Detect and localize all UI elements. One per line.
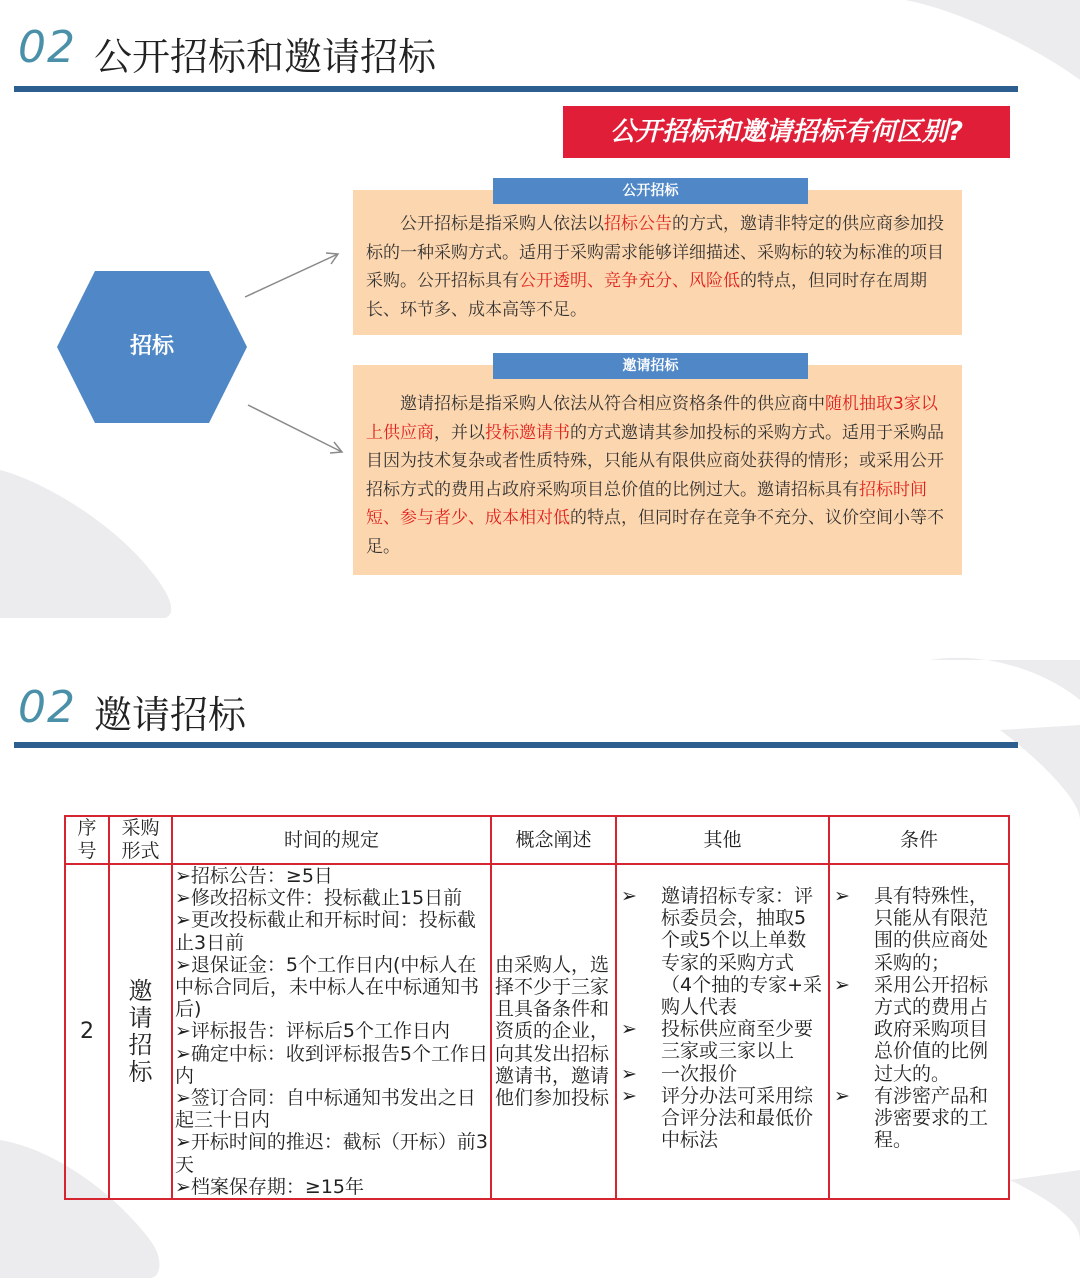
list-item-text: 邀请招标专家：评标委员会，抽取5个或5个以上单数专家的采购方式（4个抽的专家+采购人代表 <box>661 885 823 1019</box>
arrow-bullet-icon: ➢ <box>621 1062 637 1085</box>
list-item-text: 投标供应商至少要三家或三家以上 <box>661 1018 814 1063</box>
header-seq: 序号 <box>65 816 109 864</box>
hexagon-label: 招标 <box>129 334 174 359</box>
list-item-text: 一次报价 <box>661 1062 738 1085</box>
arrow-bullet-icon: ➢ <box>621 1084 637 1107</box>
invite-tender-tag: 邀请招标 <box>493 353 808 379</box>
body-text: 邀请招标是指采购人依法从符合相应资格条件的供应商中 <box>400 394 825 414</box>
question-banner: 公开招标和邀请招标有何区别? <box>563 106 1010 158</box>
cell-time <box>172 864 491 1199</box>
highlight-text: 投标邀请书 <box>485 422 570 443</box>
header-concept: 概念阐述 <box>491 816 616 864</box>
time-rule-item: ➢确定中标：收到评标报告5个工作日内 <box>175 1042 489 1087</box>
list-item-text: 评分办法可采用综合评分法和最低价中标法 <box>661 1084 814 1152</box>
list-item-text: 具有特殊性，只能从有限范围的供应商处采购的； <box>874 885 989 974</box>
body-text: ，并以 <box>434 422 485 443</box>
time-rule-item: ➢更改投标截止和开标时间：投标截止3日前 <box>175 909 476 954</box>
arrow-bullet-icon: ➢ <box>621 1018 637 1041</box>
invite-tender-box <box>353 365 962 575</box>
invite-tender-text <box>366 390 948 562</box>
list-item <box>617 1085 824 1152</box>
table-row <box>65 864 1009 1199</box>
list-item <box>617 1018 824 1062</box>
cell-form: 邀请招标 <box>109 864 172 1199</box>
title-divider <box>14 86 1018 92</box>
arrow-bullet-icon: ➢ <box>834 885 850 907</box>
highlight-text: 公开透明、竞争充分、风险低 <box>519 271 740 292</box>
body-text: 的特点，但同时存在周期长、环节多、成本高等不足。 <box>366 271 927 320</box>
section-number: 02 <box>18 22 76 73</box>
time-rule-item: ➢评标报告：评标后5个工作日内 <box>175 1020 451 1043</box>
open-tender-box <box>353 190 962 335</box>
time-rule-item: ➢档案保存期：≥15年 <box>175 1175 365 1198</box>
cell-other <box>616 864 829 1199</box>
list-item <box>830 974 998 1085</box>
highlight-text: 招标公告 <box>604 214 672 234</box>
cell-condition <box>829 864 1009 1199</box>
arrow-bullet-icon: ➢ <box>621 885 637 907</box>
title-divider-2 <box>14 742 1018 748</box>
highlight-text: 招标时间短、参与者少、成本相对低 <box>366 479 927 529</box>
highlight-text: 随机抽取3家以上供应商 <box>366 394 938 443</box>
cell-seq: 2 <box>65 864 109 1199</box>
list-item-text: 采用公开招标方式的费用占政府采购项目总价值的比例过大的。 <box>874 973 989 1085</box>
body-text: 的方式，邀请非特定的供应商参加投标的一种采购方式。适用于采购需求能够详细描述、采购标的较为标准的项目采购。公开招标具有 <box>366 214 944 292</box>
body-text: 的特点，但同时存在竞争不充分、议价空间小等不足。 <box>366 508 944 557</box>
list-item <box>830 1085 998 1152</box>
cell-concept: 由采购人，选择不少于三家且具备条件和资质的企业，向其发出招标邀请书，邀请他们参加投标 <box>491 864 616 1199</box>
list-item <box>617 1063 824 1085</box>
time-rule-item: ➢招标公告：≥5日 <box>175 865 333 887</box>
open-tender-tag: 公开招标 <box>493 178 808 204</box>
page-title-2: 邀请招标 <box>94 693 247 737</box>
header-time: 时间的规定 <box>172 816 491 864</box>
header-condition: 条件 <box>829 816 1009 864</box>
list-item <box>617 885 824 1018</box>
table-header-row <box>65 816 1009 864</box>
list-item <box>830 885 998 974</box>
section-number-2: 02 <box>18 682 76 733</box>
time-rule-item: ➢开标时间的推迟：截标（开标）前3天 <box>175 1131 489 1176</box>
time-rule-item: ➢修改招标文件：投标截止15日前 <box>175 887 463 910</box>
header-other: 其他 <box>616 816 829 864</box>
arrow-bullet-icon: ➢ <box>834 1084 850 1107</box>
time-rule-item: ➢签订合同：自中标通知书发出之日起三十日内 <box>175 1087 476 1132</box>
header-form: 采购形式 <box>109 816 172 864</box>
time-rule-item: ➢退保证金：5个工作日内(中标人在中标合同后，未中标人在中标通知书后) <box>175 953 480 1021</box>
arrow-bullet-icon: ➢ <box>834 973 850 996</box>
open-tender-text <box>366 210 948 324</box>
invite-tender-table <box>64 815 1010 1200</box>
list-item-text: 有涉密产品和涉密要求的工程。 <box>874 1084 989 1152</box>
page-title: 公开招标和邀请招标 <box>94 35 437 79</box>
body-text: 的方式邀请其参加投标的采购方式。适用于采购品目因为技术复杂或者性质特殊，只能从有限供应商处获得的情形；或采用公开招标方式的费用占政府采购项目总价值的比例过大。邀请招标具有 <box>366 422 944 500</box>
body-text: 公开招标是指采购人依法以 <box>400 214 604 234</box>
arrow-icons <box>240 245 350 460</box>
